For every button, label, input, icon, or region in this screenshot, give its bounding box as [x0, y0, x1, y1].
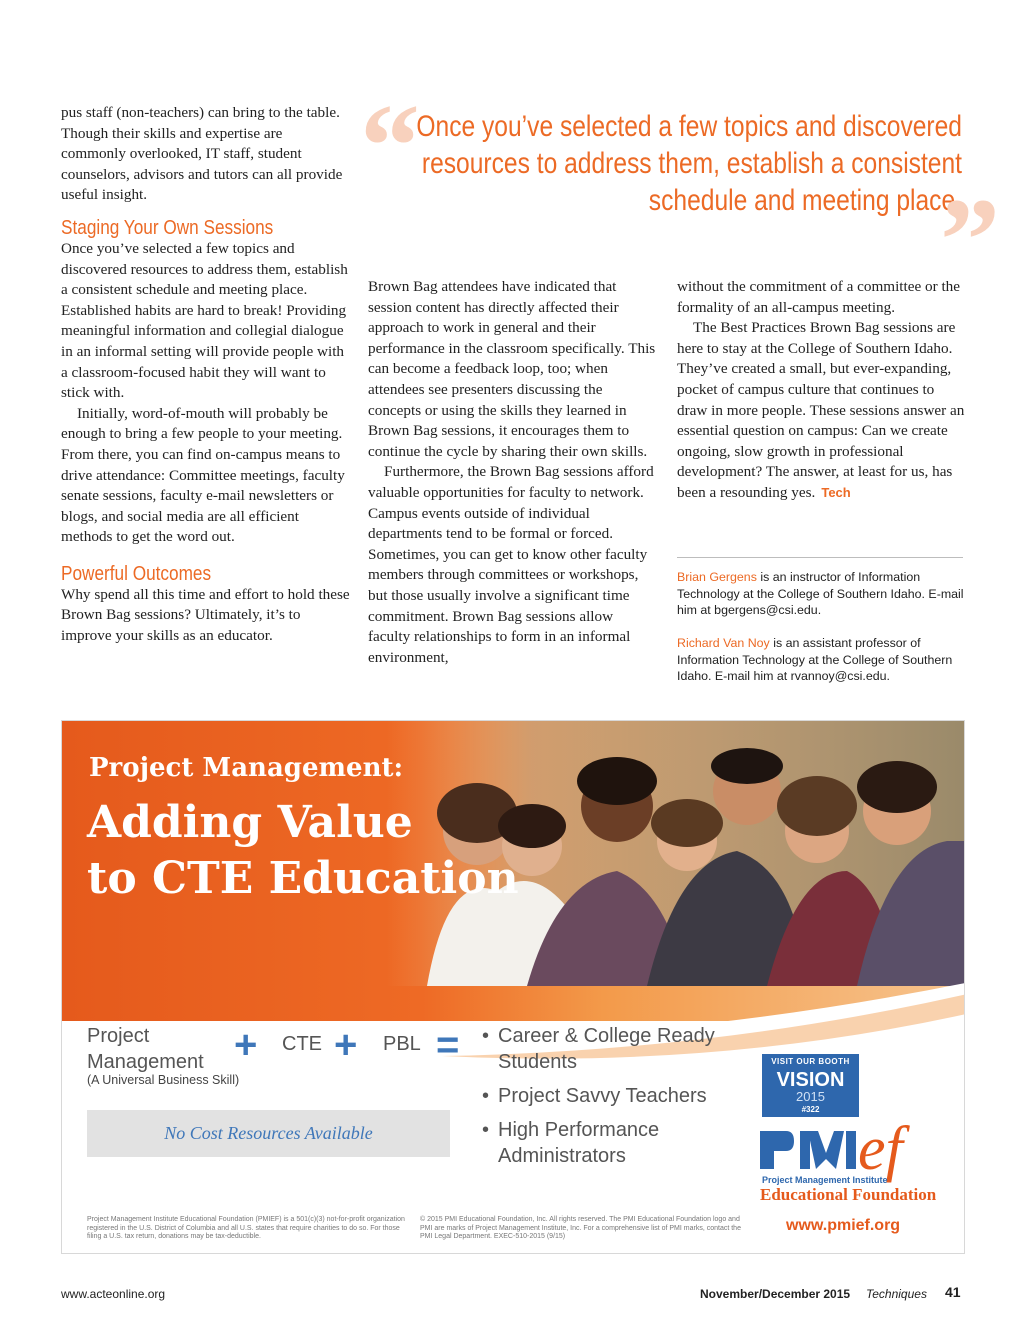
author-bio-text: is an assistant professor of Information Technology at the College of Southern Idaho. E-mail him at rvannoy@csi.edu. [677, 636, 953, 683]
paragraph: Furthermore, the Brown Bag sessions afford valuable opportunities for faculty to network. Campus events outside of individual departments tend to be formal or forced. Sometimes, you can get to know other faculty members through committees or workshops, but those usually involve a significant time commitment. Brown Bag sessions allow faculty relationships to form in an informal environment, [368, 463, 654, 666]
paragraph: without the commitment of a committee or the formality of an all-campus meeting. [677, 278, 961, 316]
bio-divider [677, 557, 963, 558]
author-bio [677, 635, 967, 685]
footer-website[interactable]: www.acteonline.org [61, 1287, 166, 1301]
page-number: 41 [945, 1284, 961, 1300]
equals-icon: = [436, 1023, 460, 1067]
pmief-url-link[interactable]: www.pmief.org [786, 1217, 901, 1234]
equation-term: Management [87, 1051, 204, 1073]
ad-headline-line: to CTE Education [87, 853, 519, 904]
equation-project-management [87, 1023, 204, 1075]
paragraph: Why spend all this time and effort to hold these Brown Bag sessions? Ultimately, it’s to improve your skills as an educator. [61, 585, 350, 645]
footer-magazine: Techniques [866, 1287, 927, 1301]
plus-icon: + [334, 1023, 358, 1067]
vision-2015-booth-badge [762, 1054, 859, 1117]
paragraph: Once you’ve selected a few topics and discovered resources to address them, establish a consistent schedule and meeting place. Established habits are hard to break! Providing meaningful information and collegial dialogue in an informal setting will provide people with a classroom-focused habit they will want to stick with. [61, 239, 348, 402]
ad-headline-line: Adding Value [87, 797, 413, 848]
paragraph: Brown Bag attendees have indicated that session content has directly affected their approach to work in general and their performance in the classroom specifically. This can become a feedback loop, too; when attendees see presenters discussing the concepts or using the skills they learned in Brown Bag sessions, it encourages them to continue the cycle by sharing their own skills. [368, 278, 656, 460]
list-item: • Project Savvy Teachers [482, 1083, 782, 1109]
author-bio-text: is an instructor of Information Technology at the College of Southern Idaho. E-mail him at bgergens@csi.edu. [677, 570, 964, 617]
equation-pbl: PBL [383, 1033, 421, 1055]
equation-subtitle: (A Universal Business Skill) [87, 1073, 240, 1087]
booth-number: #322 [801, 1105, 820, 1114]
author-name: Richard Van Noy [677, 636, 770, 650]
plus-icon: + [234, 1023, 258, 1067]
author-name: Brian Gergens [677, 570, 757, 584]
section-heading-staging: Staging Your Own Sessions [61, 216, 274, 239]
logo-foundation: Educational Foundation [760, 1185, 937, 1204]
list-item: • Career & College Ready Students [482, 1023, 782, 1075]
outcomes-list [482, 1023, 782, 1177]
pmief-advertisement [61, 720, 965, 1254]
equation-term: Project [87, 1025, 150, 1047]
article-column-1 [61, 103, 351, 647]
article-column-2 [368, 277, 658, 668]
close-quote-mark: ” [940, 173, 1000, 306]
ad-eyebrow: Project Management: [89, 753, 404, 783]
author-bio [677, 569, 967, 619]
fine-print: Project Management Institute Educational Foundation (PMIEF) is a 501(c)(3) not-for-profit organization registered in the U.S. District of Columbia and all U.S. states that require charities to do so. For those filing a U.S. tax return, donations may be tax-deductible. [87, 1216, 405, 1240]
paragraph [677, 318, 965, 503]
article-column-3 [677, 277, 965, 504]
equation-cte: CTE [282, 1033, 322, 1055]
footer-issue: November/December 2015 [700, 1287, 851, 1301]
no-cost-resources-button[interactable]: No Cost Resources Available [87, 1110, 450, 1157]
booth-year: 2015 [796, 1089, 825, 1104]
section-heading-outcomes: Powerful Outcomes [61, 562, 212, 585]
booth-label: VISIT OUR BOOTH [771, 1057, 850, 1066]
ad-headline [87, 795, 519, 907]
svg-text:ef: ef [858, 1115, 903, 1183]
paragraph: Initially, word-of-mouth will probably be enough to bring a few people to your meeting. From there, you can find on-campus means to drive attendance: Committee meetings, faculty senate sessions, faculty e-mail newsletters or blogs, and social media are all efficient methods to get the word out. [61, 404, 345, 546]
open-quote-mark: “ [360, 79, 420, 212]
logo-tagline: Project Management Institute [762, 1175, 888, 1185]
booth-vision: VISION [776, 1069, 845, 1091]
paragraph: pus staff (non-teachers) can bring to the table. Though their skills and expertise are commonly overlooked, IT staff, student counselors, advisors and tutors can all provide useful insight. [61, 104, 343, 204]
list-item: • High Performance Administrators [482, 1117, 782, 1169]
tech-end-mark: Tech [821, 484, 851, 500]
fine-print: © 2015 PMI Educational Foundation, Inc. All rights reserved. The PMI Educational Foundation logo and PMI are marks of Project Management Institute, Inc. For a comprehensive list of PMI marks, contact the PMI Legal Department. EXEC-510-2015 (9/15) [420, 1216, 741, 1240]
paragraph-text: The Best Practices Brown Bag sessions are here to stay at the College of Southern Idaho. They’ve created a small, but ever-expanding, pocket of campus culture that continues to draw in more people. These sessions answer an essential question on campus: Can we create ongoing, slow growth in professional development? The answer, at least for us, has been a resounding yes. [677, 319, 965, 501]
pull-quote-text: Once you’ve selected a few topics and discovered resources to address them, establish a consistent schedule and meeting place. [416, 110, 963, 217]
